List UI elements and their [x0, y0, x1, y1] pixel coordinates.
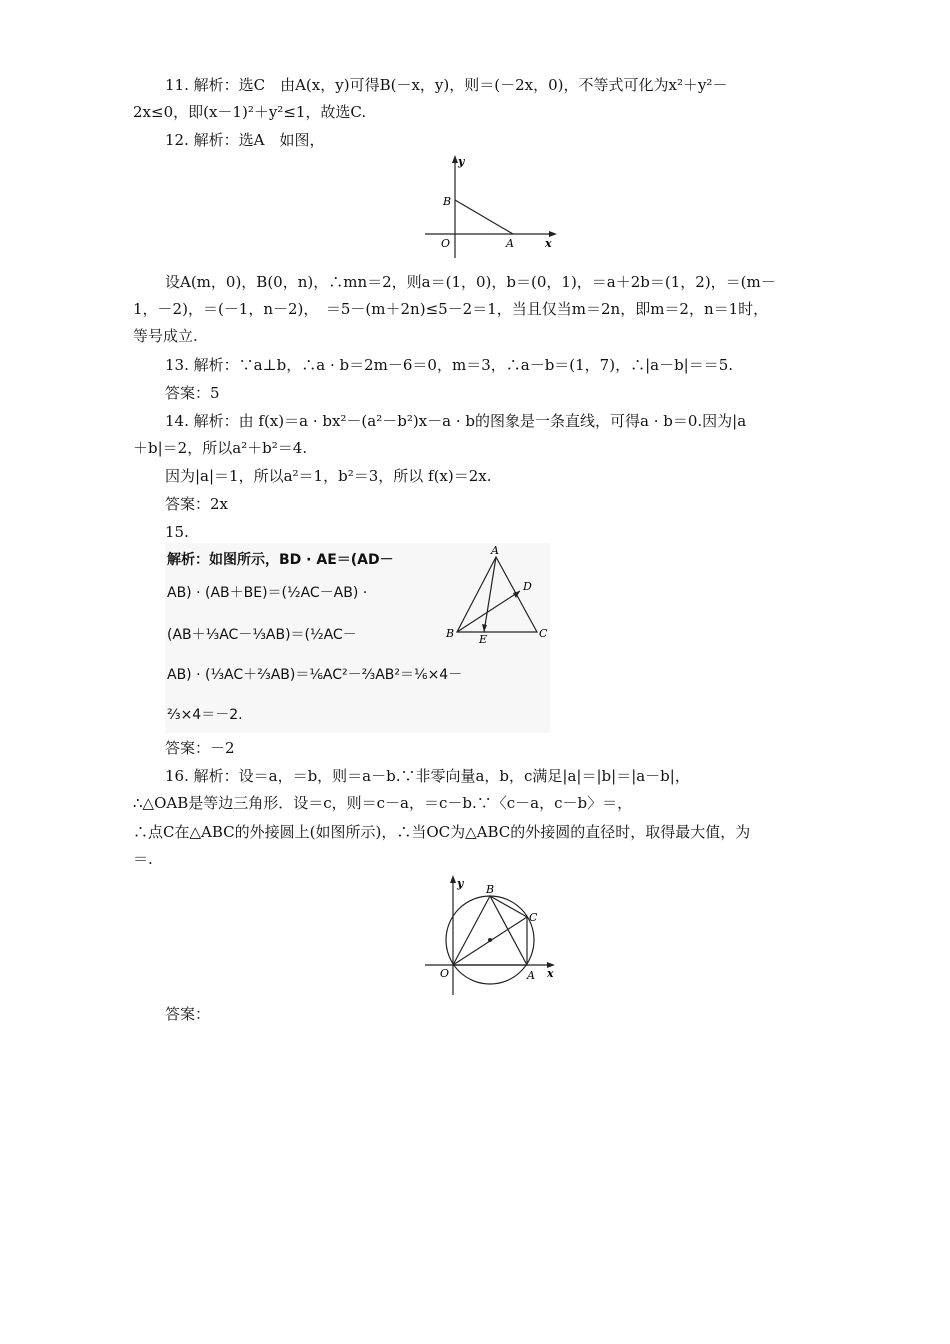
- q15-img-line-4: AB) · (⅓AC＋⅔AB)＝⅙AC²－⅔AB²＝⅙×4－: [167, 667, 463, 683]
- q14-line-3: 因为|a|＝1，所以a²＝1，b²＝3，所以 f(x)＝2x.: [165, 467, 492, 485]
- q12-fig-y-label: y: [458, 155, 465, 168]
- q14-line-1: 14. 解析：由 f(x)＝a · bx²－(a²－b²)x－a · b的图象是一条直线，可得a · b＝0.因为|a: [165, 412, 747, 430]
- q14-answer: 答案：2x: [165, 495, 229, 513]
- q15-fig-c-label: C: [539, 627, 548, 640]
- q14-line-2: ＋b|＝2，所以a²＋b²＝4.: [133, 439, 308, 457]
- q15-label: 15.: [165, 523, 189, 541]
- q11-line-1: 11. 解析：选C 由A(x，y)可得B(－x，y)，则＝(－2x，0)，不等式可化为x²＋y²－: [165, 76, 728, 94]
- q15-answer: 答案：－2: [165, 739, 235, 757]
- q16-line-1: 16. 解析：设＝a，＝b，则＝a－b.∵非零向量a，b，c满足|a|＝|b|＝|a－b|，: [165, 767, 690, 785]
- q12-line-2: 设A(m，0)，B(0，n)，∴mn＝2，则a＝(1，0)，b＝(0，1)，＝a＋2b＝(1，2)，＝(m－: [165, 273, 776, 291]
- q15-fig-a-label: A: [491, 545, 499, 557]
- q16-answer: 答案：: [165, 1005, 211, 1023]
- q13-answer: 答案：5: [165, 384, 220, 402]
- q15-fig-b-label: B: [446, 627, 455, 640]
- q13-line-1: 13. 解析：∵a⊥b，∴a · b＝2m－6＝0，m＝3，∴a－b＝(1，7)，∴|a－b|＝＝5.: [165, 356, 734, 374]
- q15-img-line-5: ⅔×4＝－2.: [167, 707, 243, 723]
- q12-line-1: 12. 解析：选A 如图，: [165, 131, 325, 149]
- q12-fig-x-label: x: [545, 237, 552, 250]
- q12-line-3: 1，－2)，＝(－1，n－2)， ＝5－(m＋2n)≤5－2＝1，当且仅当m＝2n，即m＝2，n＝1时，: [133, 300, 769, 318]
- q15-img-line-1: 解析：如图所示，BD · AE＝(AD－: [167, 552, 394, 568]
- q15-img-line-2: AB) · (AB＋BE)＝(½AC－AB) ·: [167, 585, 368, 601]
- q16-fig-c-label: C: [529, 911, 538, 924]
- q12-fig-a-label: A: [506, 237, 514, 250]
- q16-fig-b-label: B: [486, 883, 495, 896]
- q15-fig-d-label: D: [523, 580, 532, 593]
- q15-fig-e-label: E: [479, 633, 488, 645]
- q12-fig-b-label: B: [443, 195, 452, 208]
- q16-fig-a-label: A: [527, 969, 535, 982]
- q12-figure: [425, 155, 560, 260]
- q12-line-4: 等号成立.: [133, 327, 198, 345]
- q16-fig-y-label: y: [457, 877, 464, 890]
- q16-fig-o-label: O: [440, 967, 450, 980]
- q16-line-3: ∴点C在△ABC的外接圆上(如图所示)，∴当OC为△ABC的外接圆的直径时，取得最大值，为: [133, 823, 751, 841]
- q15-triangle-figure: [440, 545, 548, 645]
- q16-line-4: ＝.: [133, 850, 153, 868]
- q16-line-2: ∴△OAB是等边三角形．设＝c，则＝c－a，＝c－b.∵〈c－a，c－b〉＝，: [133, 794, 633, 812]
- q15-img-line-3: (AB＋⅓AC－⅓AB)＝(½AC－: [167, 627, 357, 643]
- q15-solution-image: [165, 543, 550, 733]
- q16-fig-x-label: x: [547, 967, 554, 980]
- q12-fig-o-label: O: [441, 237, 451, 250]
- q11-line-2: 2x≤0，即(x－1)²＋y²≤1，故选C.: [133, 103, 367, 121]
- q16-circle-figure: [423, 873, 563, 998]
